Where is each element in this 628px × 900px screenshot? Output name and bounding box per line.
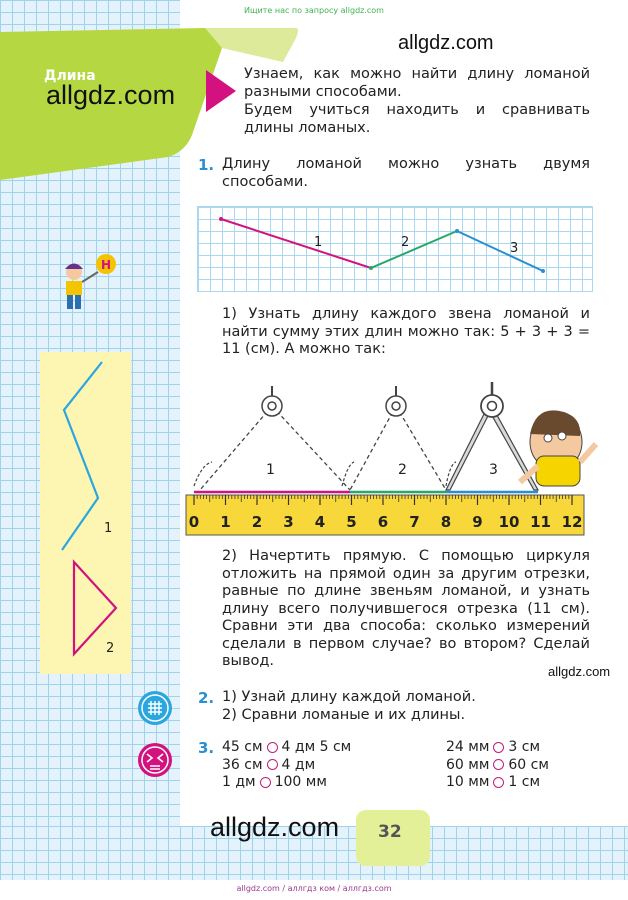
value: 100 мм: [274, 774, 327, 790]
watermark: allgdz.com: [548, 664, 611, 679]
compare-circle[interactable]: [260, 777, 271, 788]
comparison-row: [446, 774, 549, 792]
value: 4 дм: [281, 756, 316, 773]
ruler-number: 10: [498, 513, 520, 531]
top-note: Ищите нас по запросу allgdz.com: [244, 6, 384, 15]
ruler-number: 6: [377, 513, 389, 531]
watermark: allgdz.com: [398, 32, 494, 54]
comparison-row: [446, 739, 549, 757]
value: 3 см: [508, 739, 541, 755]
watermark: allgdz.com: [210, 812, 340, 842]
comparison-row: [222, 774, 351, 792]
task1-text: Длину ломаной можно узнать двумя способами.: [222, 156, 590, 190]
comparison-row: [222, 757, 351, 775]
compass-label-2: 2: [398, 462, 407, 478]
task2-number: 2.: [198, 689, 215, 707]
compass-label-3: 3: [489, 462, 498, 478]
comparison-row: [446, 757, 549, 775]
ruler-number: 7: [409, 513, 420, 531]
ruler-number: 11: [530, 513, 551, 531]
method1-text: 1) Узнать длину каждого звена ломаной и найти сумму этих длин можно так: 5 + 3 + 3 = 11 (см). А можно так:: [222, 306, 590, 357]
kid-character: [56, 252, 118, 316]
compare-circle[interactable]: [493, 742, 504, 753]
value: 10 мм: [446, 774, 490, 790]
value: 4 дм 5 см: [281, 739, 352, 755]
intro-line1: Узнаем, как можно найти длину ломаной разными способами.: [244, 66, 590, 100]
task2-item2: 2) Сравни ломаные и их длины.: [222, 707, 466, 723]
ruler-number: 4: [314, 513, 326, 531]
compare-icon[interactable]: [137, 742, 173, 778]
value: 60 см: [508, 756, 549, 773]
kid-with-ruler: [520, 410, 596, 486]
compass-label-1: 1: [266, 462, 275, 478]
segment-1: [221, 219, 371, 268]
value: 36 см: [222, 756, 263, 773]
task3-number: 3.: [198, 739, 215, 757]
value: 45 см: [222, 739, 263, 755]
side-label-2: 2: [106, 641, 115, 656]
comparison-list-right: [446, 739, 549, 792]
ruler-number: 5: [346, 513, 357, 531]
broken-line-figure: [197, 206, 593, 292]
segment-label-3: 3: [510, 241, 519, 256]
grid-icon[interactable]: [137, 690, 173, 726]
compass-1: [200, 386, 350, 490]
compare-circle[interactable]: [493, 777, 504, 788]
method2-text: 2) Начертить прямую. С помощью циркуля отложить на прямой один за другим отрезки, равные по длине звеньям ломаной, и узнать длину всего получившегося отрезка (11 см). Сравни эти два способа: сколько измерений сделали в первом случае? во втором? Сделай вывод.: [222, 548, 590, 669]
compare-circle[interactable]: [267, 759, 278, 770]
side-label-1: 1: [104, 521, 113, 536]
ruler-number: 12: [561, 513, 583, 531]
footer: allgdz.com / аллгдз ком / аллгдз.com: [236, 884, 392, 893]
task2-item1: 1) Узнай длину каждой ломаной.: [222, 689, 476, 705]
ruler-number: 3: [283, 513, 294, 531]
value: 1 дм: [222, 774, 256, 790]
task1-number: 1.: [198, 156, 215, 174]
comparison-list-left: [222, 739, 351, 792]
segment-3: [457, 231, 543, 271]
ruler-number: 2: [251, 513, 263, 531]
ruler-number: 1: [220, 513, 231, 531]
segment-2: [371, 231, 457, 268]
value: 60 мм: [446, 756, 490, 773]
segment-label-1: 1: [314, 235, 323, 250]
page-number: 32: [378, 822, 402, 842]
segment-label-2: 2: [401, 235, 410, 250]
value: 24 мм: [446, 739, 490, 755]
ruler-number: 9: [472, 513, 483, 531]
compare-circle[interactable]: [267, 742, 278, 753]
play-triangle-icon: [206, 70, 238, 112]
ruler-number: 8: [440, 513, 452, 531]
intro-line2: Будем учиться находить и сравнивать длины ломаных.: [244, 102, 590, 136]
comparison-row: [222, 739, 351, 757]
ruler-number: 0: [188, 513, 200, 531]
badge-letter: Н: [101, 258, 112, 272]
value: 1 см: [508, 774, 541, 790]
compare-circle[interactable]: [493, 759, 504, 770]
watermark: allgdz.com: [46, 80, 176, 110]
section-title: Длина: [44, 68, 96, 84]
side-figures: [40, 352, 131, 674]
side-polyline-1: [62, 362, 102, 550]
compass-ruler-figure: [184, 378, 604, 538]
